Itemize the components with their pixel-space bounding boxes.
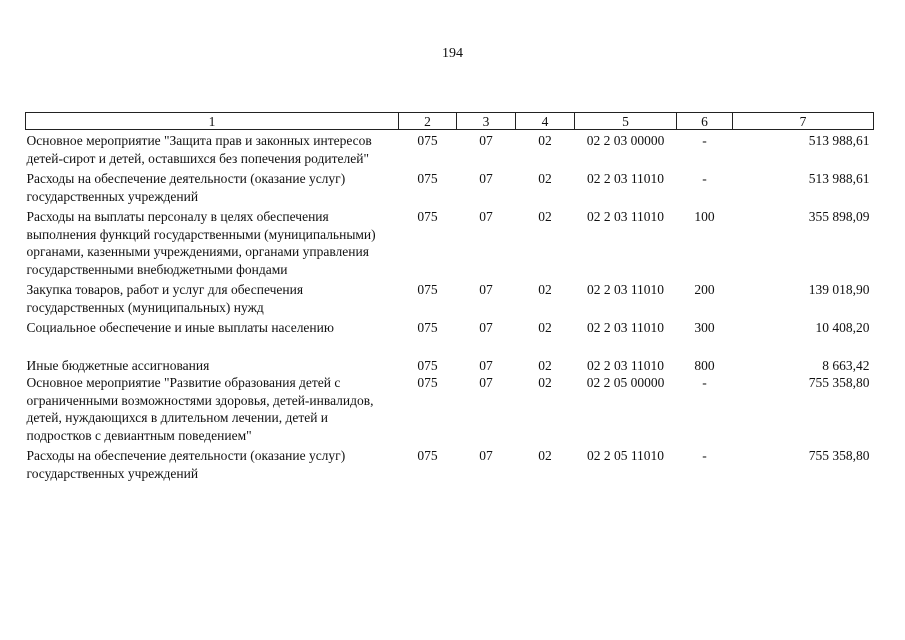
row-col6: - — [702, 133, 707, 148]
page-number: 194 — [442, 46, 463, 61]
column-header-3: 3 — [457, 113, 516, 130]
row-col5: 02 2 03 11010 — [586, 320, 665, 335]
column-header-7: 7 — [733, 113, 874, 130]
budget-table — [25, 112, 874, 485]
column-header-4: 4 — [516, 113, 575, 130]
table-row — [26, 319, 874, 357]
row-amount: 10 408,20 — [815, 320, 870, 335]
row-col3: 07 — [479, 209, 493, 224]
row-name: Основное мероприятие "Защита прав и законных интересов детей-сирот и детей, оставшихся без попечения родителей" — [26, 133, 372, 166]
row-col5: 02 2 03 11010 — [586, 209, 665, 224]
row-col3: 07 — [479, 171, 493, 186]
row-amount: 139 018,90 — [808, 282, 870, 297]
row-col5: 02 2 05 00000 — [586, 375, 665, 390]
row-col4: 02 — [538, 209, 552, 224]
row-amount: 513 988,61 — [808, 133, 870, 148]
row-col5: 02 2 05 11010 — [586, 448, 665, 463]
row-col4: 02 — [538, 282, 552, 297]
row-name: Иные бюджетные ассигнования — [26, 357, 210, 373]
row-col3: 07 — [479, 448, 493, 463]
column-header-6: 6 — [677, 113, 733, 130]
column-header-5: 5 — [575, 113, 677, 130]
row-col6: 300 — [694, 320, 715, 335]
row-col6: 100 — [694, 209, 715, 224]
table-row — [26, 281, 874, 319]
row-amount: 755 358,80 — [808, 375, 870, 390]
row-amount: 513 988,61 — [808, 171, 870, 186]
row-col2: 075 — [417, 133, 438, 148]
row-col4: 02 — [538, 320, 552, 335]
row-col3: 07 — [479, 357, 493, 373]
table-row — [26, 374, 874, 447]
row-col6: - — [702, 375, 707, 390]
row-col2: 075 — [417, 209, 438, 224]
row-name: Социальное обеспечение и иные выплаты населению — [26, 320, 334, 335]
row-name: Расходы на выплаты персоналу в целях обеспечения выполнения функций государственными (муниципальными) органами, казенными учреждениями, органами управления государственными внебюджетными фондами — [26, 209, 376, 277]
row-col4: 02 — [538, 375, 552, 390]
row-col2: 075 — [417, 357, 438, 373]
row-col6: - — [702, 448, 707, 463]
row-col3: 07 — [479, 133, 493, 148]
row-col2: 075 — [417, 375, 438, 390]
row-amount: 755 358,80 — [808, 448, 870, 463]
row-col4: 02 — [538, 448, 552, 463]
row-col2: 075 — [417, 320, 438, 335]
column-header-2: 2 — [399, 113, 457, 130]
row-col2: 075 — [417, 448, 438, 463]
table-row — [26, 357, 874, 375]
row-col3: 07 — [479, 320, 493, 335]
row-col2: 075 — [417, 282, 438, 297]
row-name: Закупка товаров, работ и услуг для обеспечения государственных (муниципальных) нужд — [26, 282, 304, 315]
row-col5: 02 2 03 11010 — [586, 357, 665, 373]
row-col6: 800 — [694, 357, 715, 373]
row-col2: 075 — [417, 171, 438, 186]
row-name: Расходы на обеспечение деятельности (оказание услуг) государственных учреждений — [26, 171, 346, 204]
row-col4: 02 — [538, 357, 552, 373]
row-col3: 07 — [479, 282, 493, 297]
row-col5: 02 2 03 11010 — [586, 282, 665, 297]
row-col4: 02 — [538, 133, 552, 148]
table-header-row — [26, 113, 874, 130]
table-row — [26, 447, 874, 485]
row-name: Основное мероприятие "Развитие образования детей с ограниченными возможностями здоровья, детей-инвалидов, детей, нуждающихся в длительном лечении, детей и подростков с девиантным поведением" — [26, 375, 374, 443]
table-row — [26, 130, 874, 171]
row-name: Расходы на обеспечение деятельности (оказание услуг) государственных учреждений — [26, 448, 346, 481]
table-row — [26, 170, 874, 208]
row-col6: 200 — [694, 282, 715, 297]
column-header-1: 1 — [26, 113, 399, 130]
row-col5: 02 2 03 11010 — [586, 171, 665, 186]
row-amount: 8 663,42 — [822, 357, 870, 373]
row-col3: 07 — [479, 375, 493, 390]
row-col5: 02 2 03 00000 — [586, 133, 665, 148]
row-col4: 02 — [538, 171, 552, 186]
table-row — [26, 208, 874, 281]
row-col6: - — [702, 171, 707, 186]
row-amount: 355 898,09 — [808, 209, 870, 224]
